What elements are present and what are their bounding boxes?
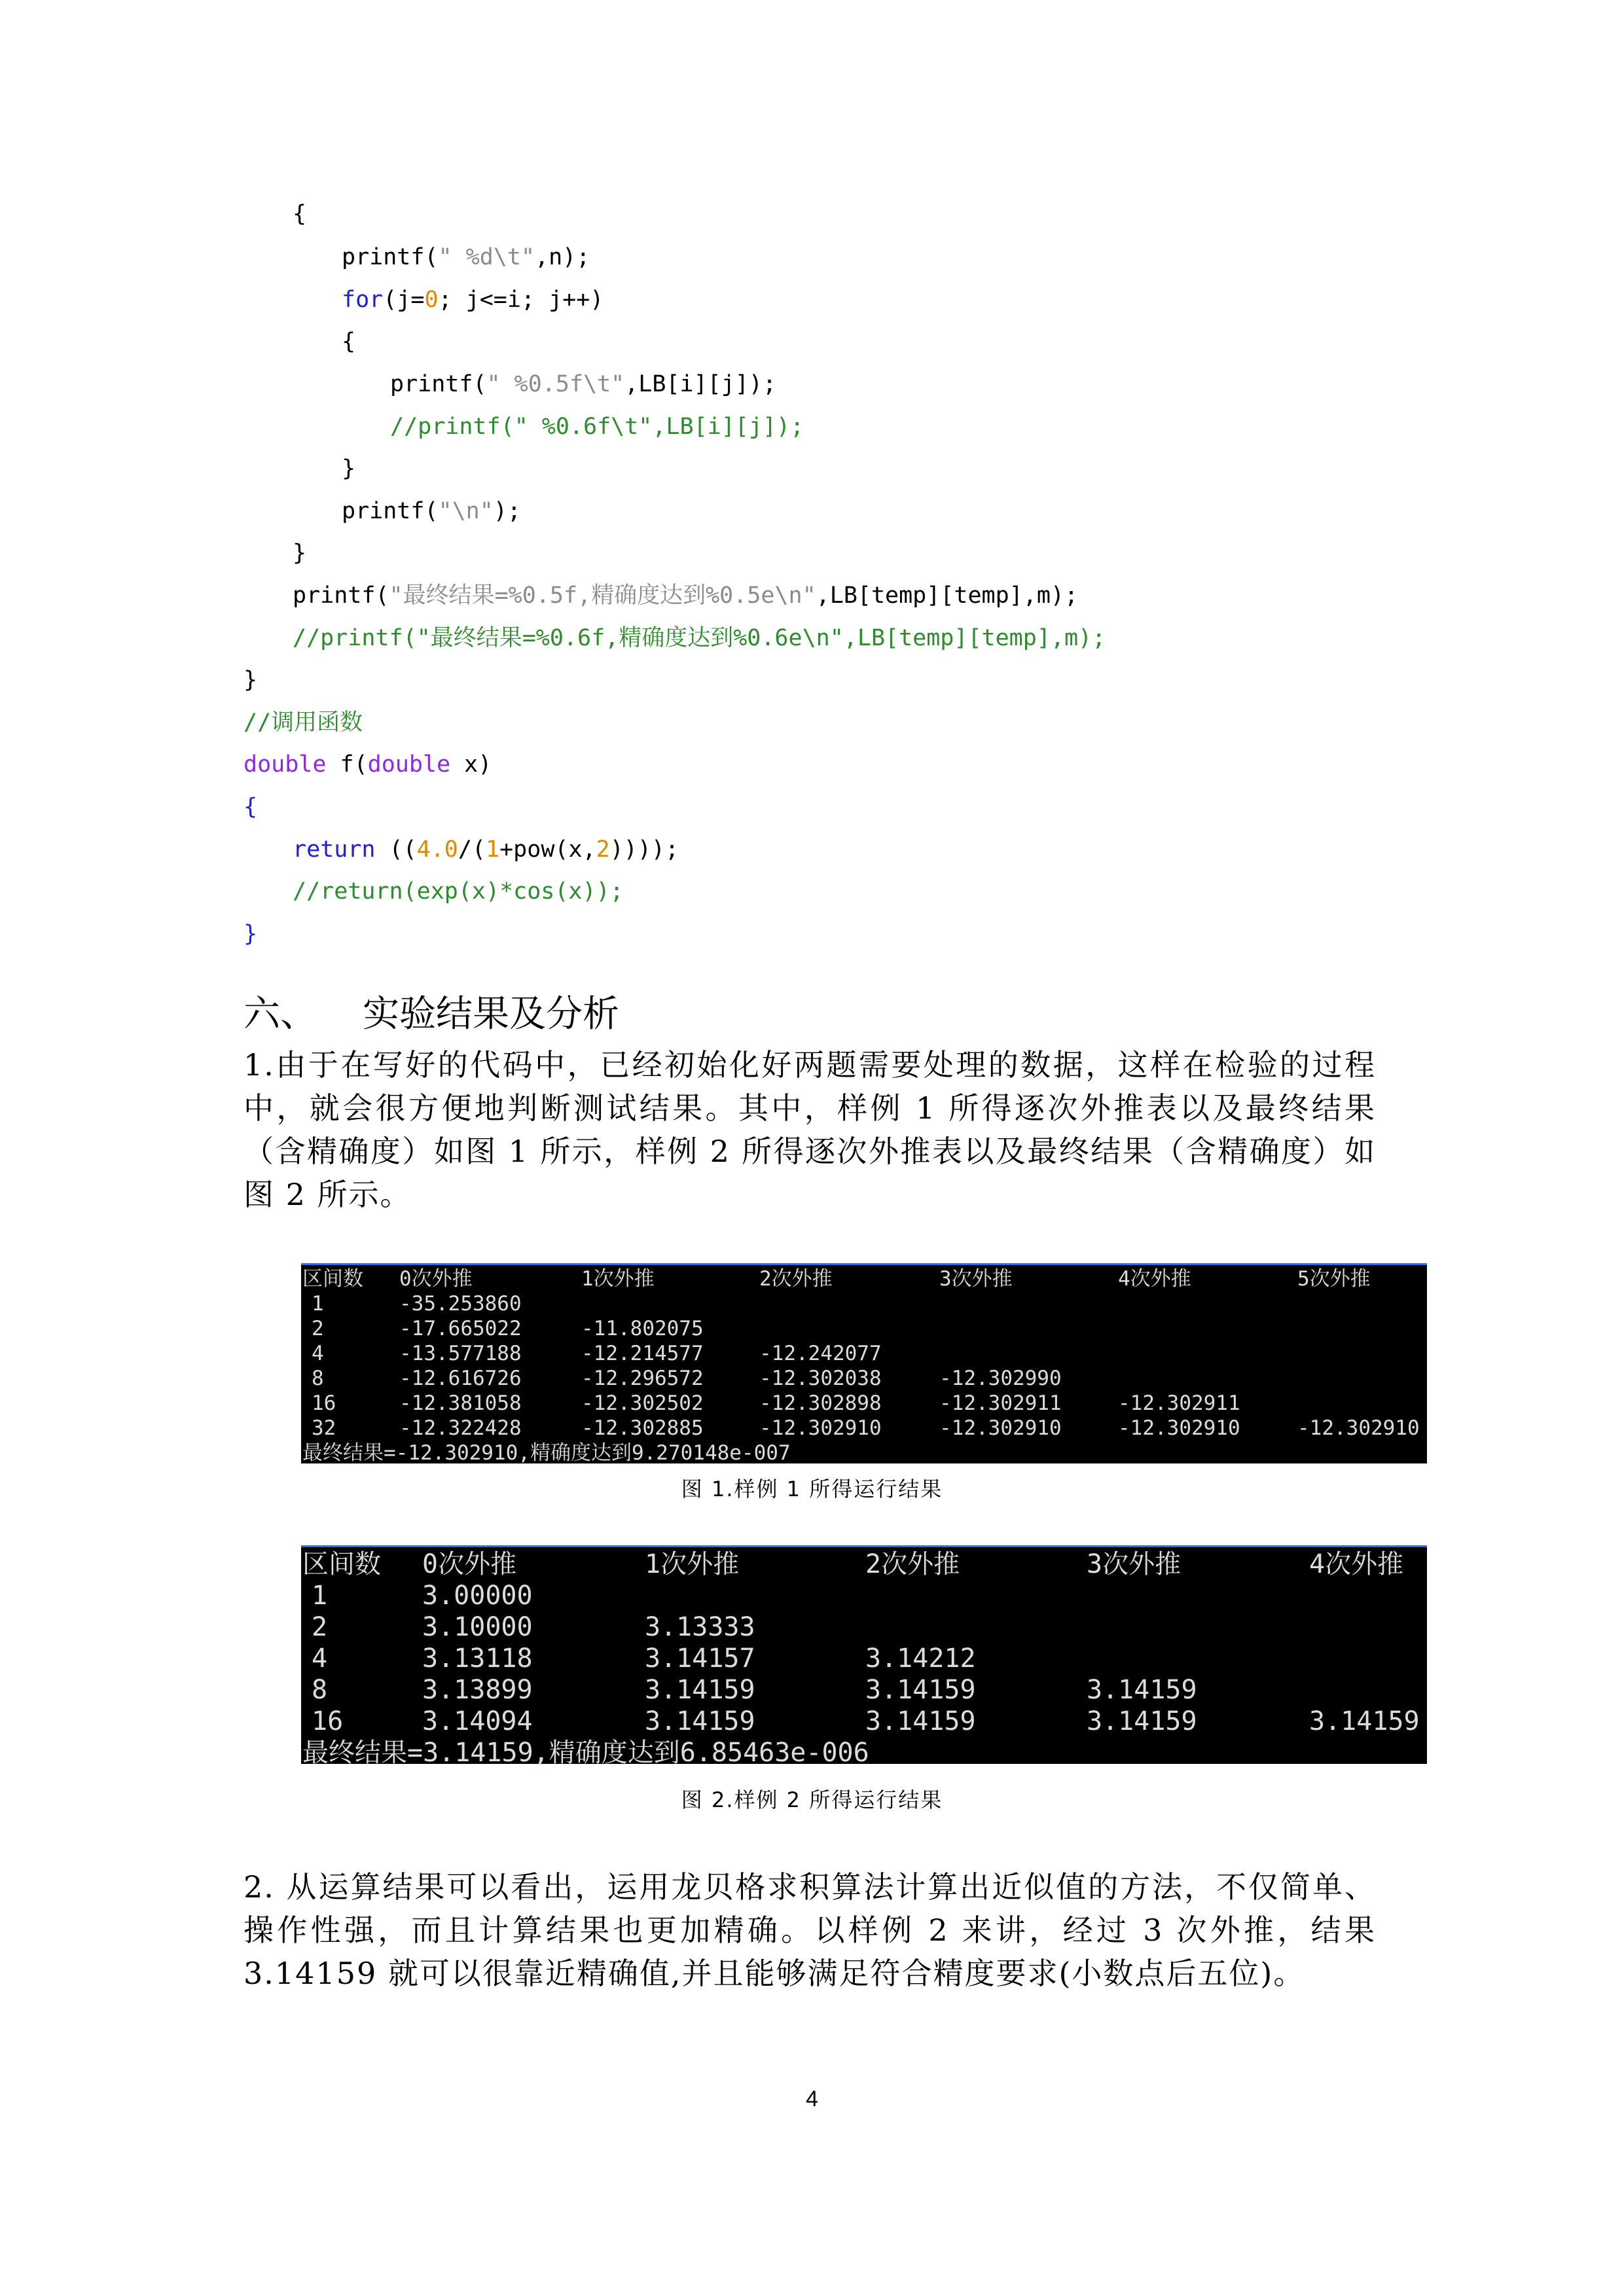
code-line: printf("\n"); [342, 498, 521, 524]
console-cell: 2 [312, 1317, 324, 1340]
console-header-cell: 区间数 [302, 1267, 363, 1291]
section-number: 六、 [244, 993, 317, 1035]
code-comment: //printf(" %0.6f\t",LB[i][j]); [390, 414, 804, 440]
console-cell: -12.302910 [1118, 1416, 1240, 1440]
code-comment: //return(exp(x)*cos(x)); [293, 878, 624, 905]
console-cell: 32 [312, 1416, 336, 1440]
code-line: printf(" %d\t",n); [342, 244, 590, 270]
console-cell: 3.14157 [645, 1643, 755, 1674]
console-cell: -12.242077 [759, 1342, 882, 1365]
code-line: double f(double x) [244, 751, 492, 778]
code-line: printf("最终结果=%0.5f,精确度达到%0.5e\n",LB[temp][temp],m); [293, 583, 1079, 609]
console-cell: -12.302038 [759, 1367, 882, 1390]
console-cell: 3.13118 [422, 1643, 533, 1674]
console-header-cell: 4次外推 [1309, 1549, 1404, 1579]
console-cell: -12.302911 [939, 1391, 1062, 1415]
console-cell: -12.616726 [399, 1367, 522, 1390]
code-line: } [244, 921, 258, 947]
console-cell: 8 [312, 1675, 328, 1705]
code-line: printf(" %0.5f\t",LB[i][j]); [390, 371, 777, 397]
console-cell: -12.381058 [399, 1391, 522, 1415]
console-header-cell: 3次外推 [1087, 1549, 1182, 1579]
console-cell: 8 [312, 1367, 324, 1390]
console-cell: 16 [312, 1391, 336, 1415]
console-cell: 3.10000 [422, 1612, 533, 1642]
console-cell: -12.302885 [581, 1416, 704, 1440]
code-line: { [342, 329, 356, 355]
console-header-cell: 2次外推 [759, 1267, 833, 1291]
console-cell: 3.14212 [865, 1643, 976, 1674]
console-cell: 3.13333 [645, 1612, 755, 1642]
console-cell: -12.322428 [399, 1416, 522, 1440]
code-comment: //调用函数 [244, 709, 363, 736]
console-header-cell: 2次外推 [865, 1549, 960, 1579]
console-header-cell: 5次外推 [1297, 1267, 1371, 1291]
console-cell: -17.665022 [399, 1317, 522, 1340]
console-header-cell: 4次外推 [1118, 1267, 1191, 1291]
console-cell: -12.302911 [1118, 1391, 1240, 1415]
console-cell: 3.14159 [865, 1706, 976, 1736]
paragraph-2: 2. 从运算结果可以看出，运用龙贝格求积算法计算出近似值的方法，不仅简单、操作性强，而且计算结果也更加精确。以样例 2 来讲，经过 3 次外推，结果 3.14159 就可以很靠近精确值,并且能够满足符合精度要求(小数点后五位)。 [244, 1869, 1376, 1991]
console-cell: 3.00000 [422, 1581, 533, 1611]
code-line: } [342, 456, 356, 482]
console-cell: 16 [312, 1706, 344, 1736]
figure-2-caption: 图 2.样例 2 所得运行结果 [681, 1787, 943, 1812]
console-cell: 3.14094 [422, 1706, 533, 1736]
console-cell: 1 [312, 1581, 328, 1611]
console-cell: 3.14159 [1309, 1706, 1420, 1736]
console-cell: 1 [312, 1292, 324, 1316]
console-cell: -12.302910 [759, 1416, 882, 1440]
code-line: { [293, 201, 307, 227]
section-title: 实验结果及分析 [363, 993, 619, 1035]
console-cell: -35.253860 [399, 1292, 522, 1316]
code-line: for(j=0; j<=i; j++) [342, 287, 604, 313]
console-result-line: 最终结果=3.14159,精确度达到6.85463e-006 [302, 1738, 869, 1768]
console-cell: 3.14159 [1087, 1675, 1197, 1705]
paragraph-1: 1.由于在写好的代码中，已经初始化好两题需要处理的数据，这样在检验的过程中，就会很方便地判断测试结果。其中，样例 1 所得逐次外推表以及最终结果（含精确度）如图 1 所示，样例 2 所得逐次外推表以及最终结果（含精确度）如图 2 所示。 [244, 1047, 1376, 1212]
figure-1-caption: 图 1.样例 1 所得运行结果 [681, 1477, 943, 1501]
console-cell: 3.14159 [865, 1675, 976, 1705]
console-header-cell: 1次外推 [581, 1267, 655, 1291]
console-cell: 2 [312, 1612, 328, 1642]
console-cell: 3.14159 [1087, 1706, 1197, 1736]
console-header-cell: 区间数 [302, 1549, 381, 1579]
console-cell: -12.302990 [939, 1367, 1062, 1390]
console-cell: -13.577188 [399, 1342, 522, 1365]
console-cell: 4 [312, 1643, 328, 1674]
console-header-cell: 0次外推 [399, 1267, 473, 1291]
console-cell: 3.14159 [645, 1706, 755, 1736]
console-result-line: 最终结果=-12.302910,精确度达到9.270148e-007 [302, 1441, 791, 1465]
page-number: 4 [806, 2087, 818, 2111]
console-cell: 3.13899 [422, 1675, 533, 1705]
code-comment: //printf("最终结果=%0.6f,精确度达到%0.6e\n",LB[temp][temp],m); [293, 625, 1106, 651]
console-output-figure-2 [301, 1545, 1427, 1768]
code-line: { [244, 794, 258, 820]
console-output-figure-1 [301, 1263, 1427, 1463]
console-cell: -12.302910 [939, 1416, 1062, 1440]
section-heading [244, 992, 619, 1037]
console-cell: 4 [312, 1342, 324, 1365]
console-cell: -12.302502 [581, 1391, 704, 1415]
code-line: } [293, 540, 307, 566]
console-header-cell: 0次外推 [422, 1549, 517, 1579]
console-header-cell: 3次外推 [939, 1267, 1013, 1291]
console-header-cell: 1次外推 [645, 1549, 740, 1579]
console-cell: -12.296572 [581, 1367, 704, 1390]
console-cell: -11.802075 [581, 1317, 704, 1340]
console-cell: -12.302898 [759, 1391, 882, 1415]
console-cell: 3.14159 [645, 1675, 755, 1705]
console-cell: -12.214577 [581, 1342, 704, 1365]
code-line: } [244, 667, 258, 693]
code-line: return ((4.0/(1+pow(x,2)))); [293, 836, 679, 863]
console-cell: -12.302910 [1297, 1416, 1420, 1440]
